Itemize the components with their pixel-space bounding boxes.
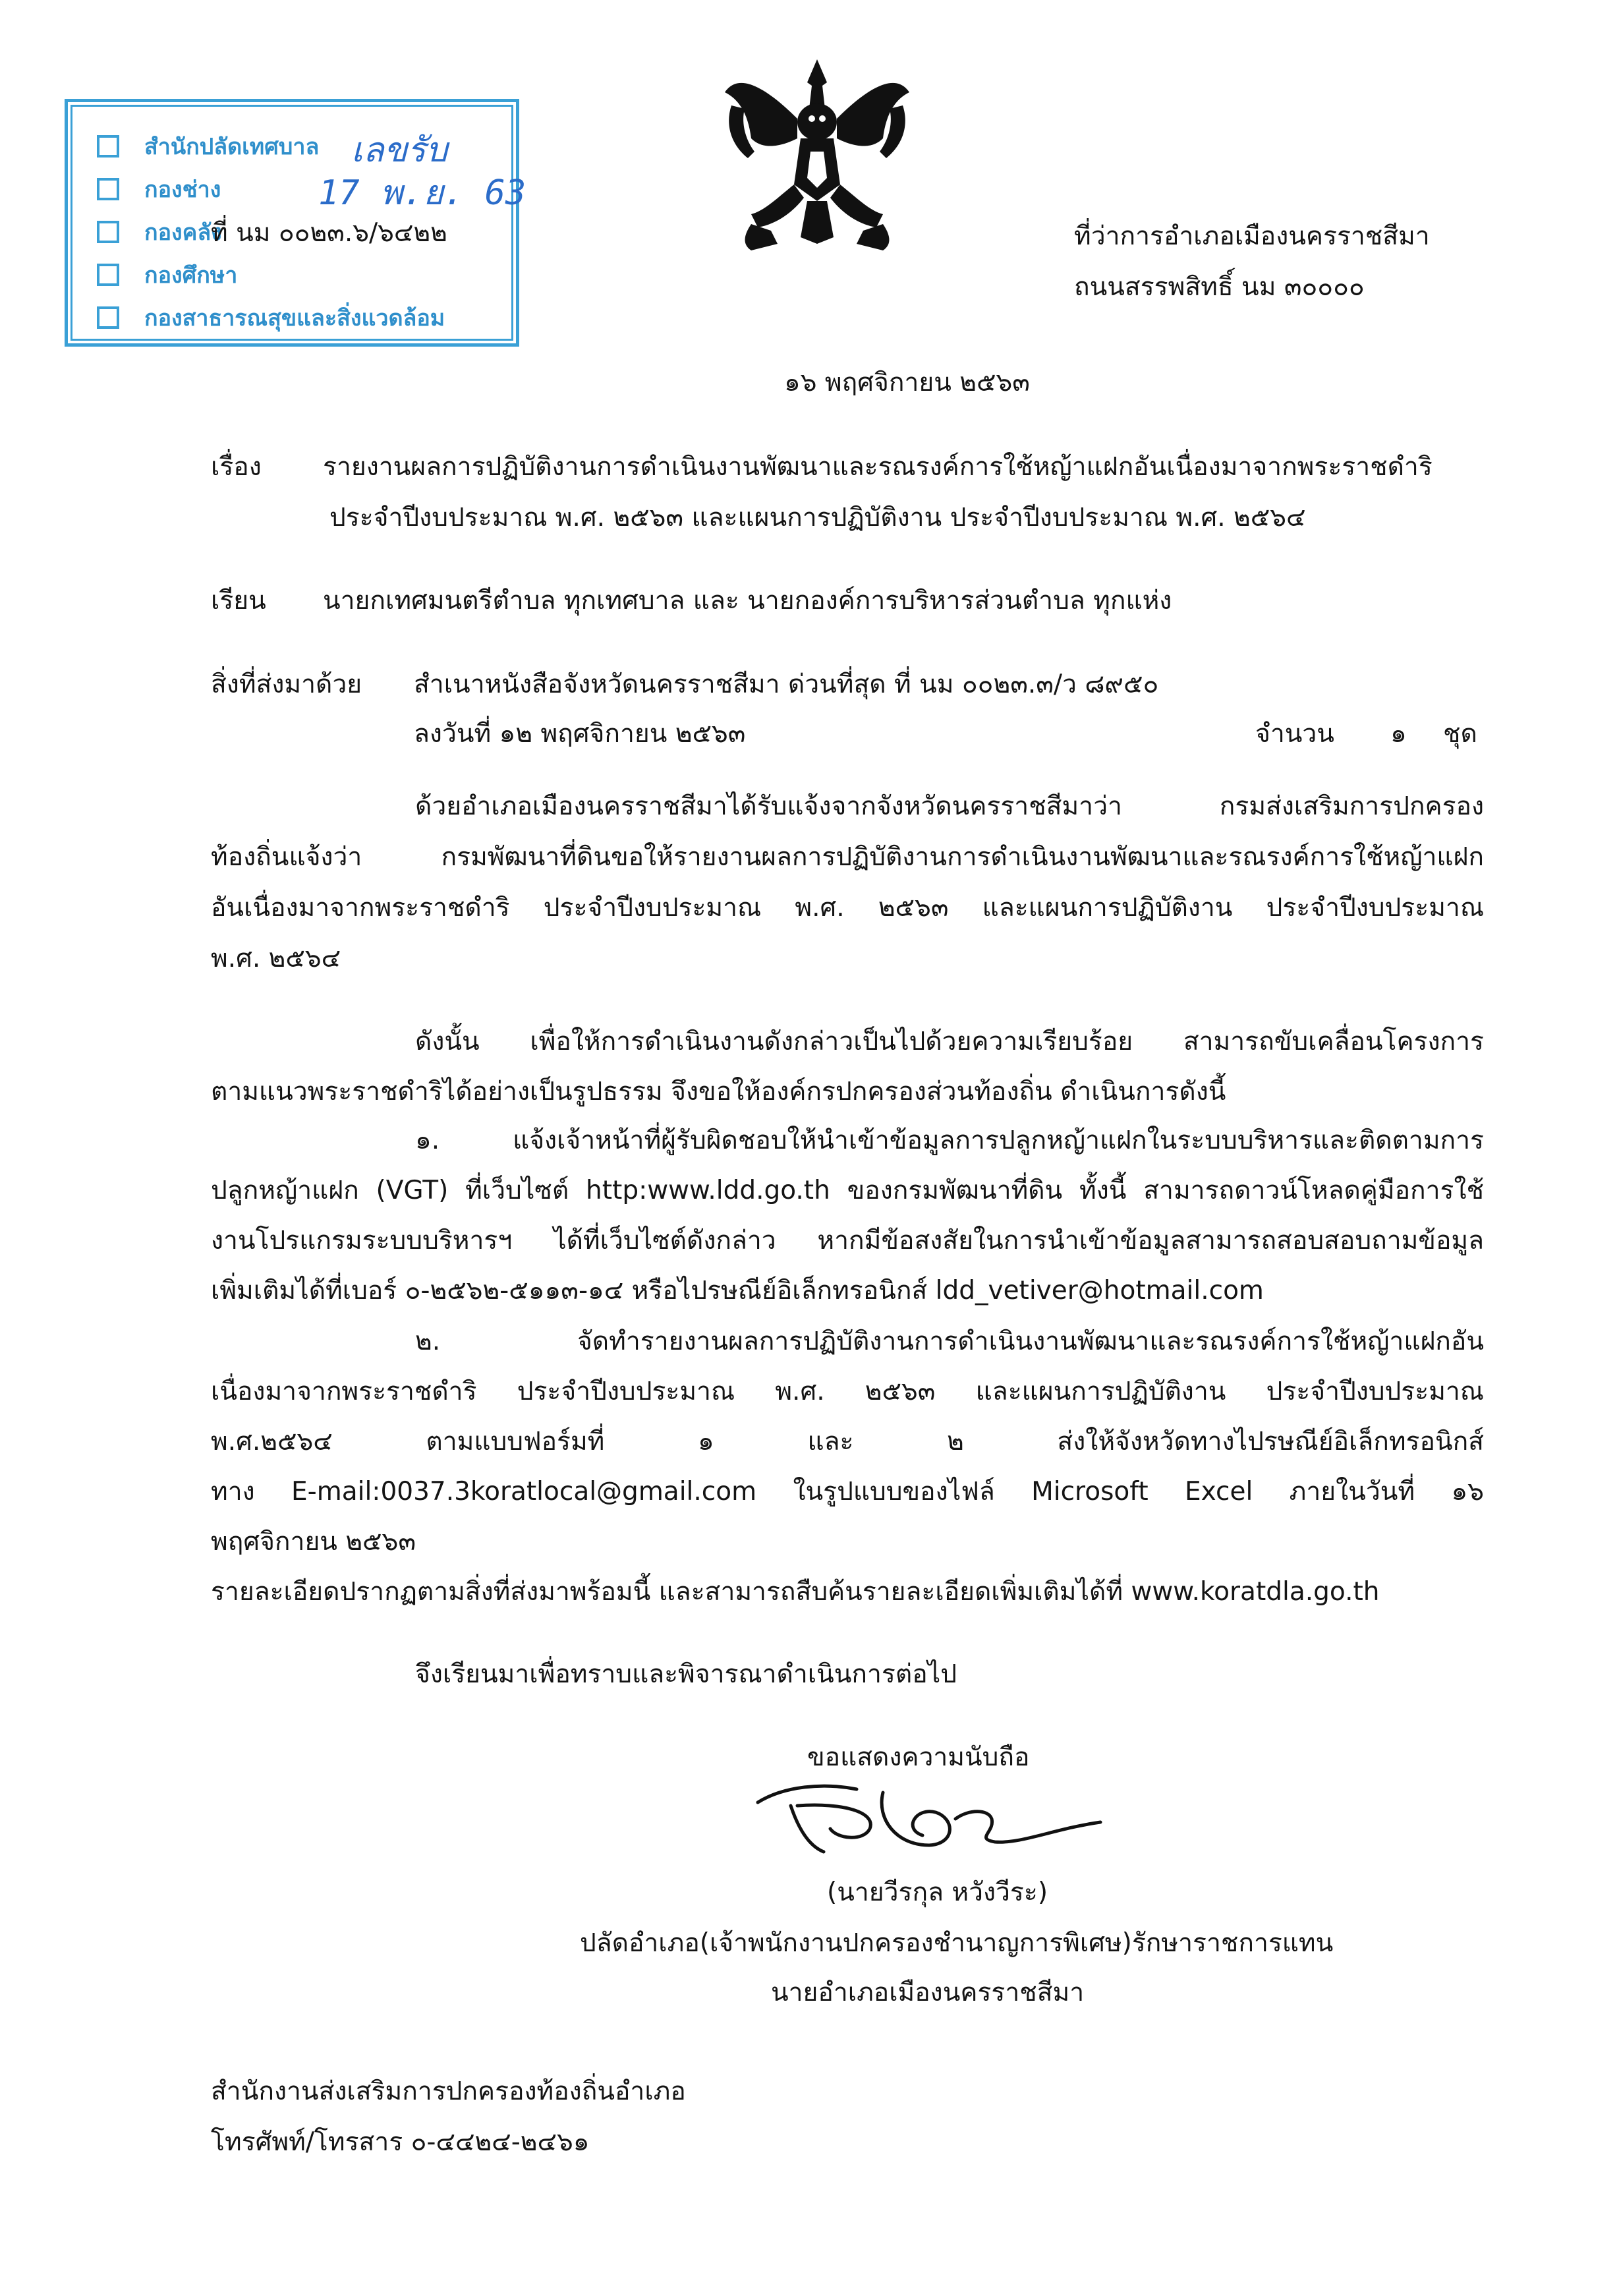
stamp-row xyxy=(97,130,319,163)
item-1-line: ๑. แจ้งเจ้าหน้าที่ผู้รับผิดชอบให้นำเข้าข้อมูลการปลูกหญ้าแฝกในระบบบริหารและติดตามการ xyxy=(415,1126,1484,1155)
closing-text: จึงเรียนมาเพื่อทราบและพิจารณาดำเนินการต่อไป xyxy=(415,1659,957,1689)
subject-line1: รายงานผลการปฏิบัติงานการดำเนินงานพัฒนาและรณรงค์การใช้หญ้าแฝกอันเนื่องมาจากพระราชดำริ xyxy=(323,452,1433,482)
stamp-handwritten-no: เลขรับ xyxy=(351,130,448,170)
stamp-row xyxy=(97,215,222,248)
item-1-line: ปลูกหญ้าแฝก (VGT) ที่เว็บไซต์ http:www.ldd.go.th ของกรมพัฒนาที่ดิน ทั้งนี้ สามารถดาวน์โหลดคู่มือการใช้ xyxy=(211,1176,1484,1205)
item-2-line: เนื่องมาจากพระราชดำริ ประจำปีงบประมาณ พ.ศ. ๒๕๖๓ และแผนการปฏิบัติงาน ประจำปีงบประมาณ xyxy=(211,1377,1484,1406)
attachment-line2: ลงวันที่ ๑๒ พฤศจิกายน ๒๕๖๓ xyxy=(414,719,746,749)
footer-phone: โทรศัพท์/โทรสาร ๐-๔๔๒๔-๒๔๖๑ xyxy=(211,2127,590,2157)
signatory-position-1: ปลัดอำเภอ(เจ้าพนักงานปกครองชำนาญการพิเศษ)รักษาราชการแทน xyxy=(580,1928,1334,1958)
checkbox-icon xyxy=(97,221,119,243)
signatory-position-2: นายอำเภอเมืองนครราชสีมา xyxy=(771,1978,1085,2007)
office-address-line2: ถนนสรรพสิทธิ์ นม ๓๐๐๐๐ xyxy=(1074,272,1365,302)
stamp-row xyxy=(97,258,237,291)
stamp-label: กองช่าง xyxy=(144,177,221,203)
item-2-line: ๒. จัดทำรายงานผลการปฏิบัติงานการดำเนินงานพัฒนาและรณรงค์การใช้หญ้าแฝกอัน xyxy=(415,1327,1484,1356)
stamp-label: กองสาธารณสุขและสิ่งแวดล้อม xyxy=(144,305,445,331)
garuda-emblem-icon xyxy=(712,46,923,264)
paragraph-1-line: ท้องถิ่นแจ้งว่า กรมพัฒนาที่ดินขอให้รายงานผลการปฏิบัติงานการดำเนินงานพัฒนาและรณรงค์การใช้หญ้าแฝก xyxy=(211,842,1484,872)
checkbox-icon xyxy=(97,264,119,286)
item-2-line: พฤศจิกายน ๒๕๖๓ xyxy=(211,1527,416,1557)
checkbox-icon xyxy=(97,178,119,200)
checkbox-icon xyxy=(97,135,119,158)
signature-icon xyxy=(745,1766,1114,1865)
stamp-row xyxy=(97,301,445,334)
paragraph-2-line: ตามแนวพระราชดำริได้อย่างเป็นรูปธรรม จึงขอให้องค์กรปกครองส่วนท้องถิ่น ดำเนินการดังนี้ xyxy=(211,1077,1226,1106)
stamp-label: กองศึกษา xyxy=(144,262,238,289)
subject-label: เรื่อง xyxy=(211,452,262,482)
stamp-label: กองคลัง xyxy=(144,219,222,246)
attachment-qty-label: จำนวน xyxy=(1255,719,1334,749)
attachment-line1: สำเนาหนังสือจังหวัดนครราชสีมา ด่วนที่สุด ที่ นม ๐๐๒๓.๓/ว ๘๙๕๐ xyxy=(414,670,1159,699)
item-1-line: เพิ่มเติมได้ที่เบอร์ ๐-๒๕๖๒-๕๑๑๓-๑๔ หรือไปรษณีย์อิเล็กทรอนิกส์ ldd_vetiver@hotmail.com xyxy=(211,1276,1264,1306)
paragraph-1-line: อันเนื่องมาจากพระราชดำริ ประจำปีงบประมาณ พ.ศ. ๒๕๖๓ และแผนการปฏิบัติงาน ประจำปีงบประมาณ xyxy=(211,893,1484,923)
attachment-unit: ชุด xyxy=(1443,719,1477,749)
stamp-row xyxy=(97,173,221,206)
attachment-qty: ๑ xyxy=(1390,719,1407,749)
item-2-line: ทาง E-mail:0037.3koratlocal@gmail.com ในรูปแบบของไฟล์ Microsoft Excel ภายในวันที่ ๑๖ xyxy=(211,1477,1484,1507)
stamp-label: สำนักปลัดเทศบาล xyxy=(144,134,320,160)
document-date: ๑๖ พฤศจิกายน ๒๕๖๓ xyxy=(784,368,1030,397)
paragraph-1-line: ด้วยอำเภอเมืองนครราชสีมาได้รับแจ้งจากจังหวัดนครราชสีมาว่า กรมส่งเสริมการปกครอง xyxy=(415,791,1484,821)
footer-office: สำนักงานส่งเสริมการปกครองท้องถิ่นอำเภอ xyxy=(211,2077,686,2106)
details-line: รายละเอียดปรากฏตามสิ่งที่ส่งมาพร้อมนี้ และสามารถสืบค้นรายละเอียดเพิ่มเติมได้ที่ www.koratdla.go.th xyxy=(211,1577,1380,1607)
office-address-line1: ที่ว่าการอำเภอเมืองนครราชสีมา xyxy=(1074,221,1430,251)
item-2-line: พ.ศ.๒๕๖๔ ตามแบบฟอร์มที่ ๑ และ ๒ ส่งให้จังหวัดทางไปรษณีย์อิเล็กทรอนิกส์ xyxy=(211,1427,1484,1456)
subject-line2: ประจำปีงบประมาณ พ.ศ. ๒๕๖๓ และแผนการปฏิบัติงาน ประจำปีงบประมาณ พ.ศ. ๒๕๖๔ xyxy=(329,503,1306,532)
addressee: นายกเทศมนตรีตำบล ทุกเทศบาล และ นายกองค์การบริหารส่วนตำบล ทุกแห่ง xyxy=(323,586,1172,616)
document-number: ที่ นม ๐๐๒๓.๖/๖๔๒๒ xyxy=(211,218,447,248)
item-1-line: งานโปรแกรมระบบบริหารฯ ได้ที่เว็บไซต์ดังกล่าว หากมีข้อสงสัยในการนำเข้าข้อมูลสามารถสอบสอบถามข้อมูล xyxy=(211,1226,1484,1255)
signatory-name: (นายวีรกุล หวังวีระ) xyxy=(827,1878,1048,1907)
attachment-label: สิ่งที่ส่งมาด้วย xyxy=(211,670,362,699)
paragraph-1-line: พ.ศ. ๒๕๖๔ xyxy=(211,944,341,973)
checkbox-icon xyxy=(97,306,119,329)
addressee-label: เรียน xyxy=(211,586,266,616)
paragraph-2-line: ดังนั้น เพื่อให้การดำเนินงานดังกล่าวเป็นไปด้วยความเรียบร้อย สามารถขับเคลื่อนโครงการ xyxy=(415,1027,1484,1056)
stamp-handwritten-date: 17 พ.ย. 63 xyxy=(318,173,526,213)
regards-text: ขอแสดงความนับถือ xyxy=(807,1742,1030,1772)
